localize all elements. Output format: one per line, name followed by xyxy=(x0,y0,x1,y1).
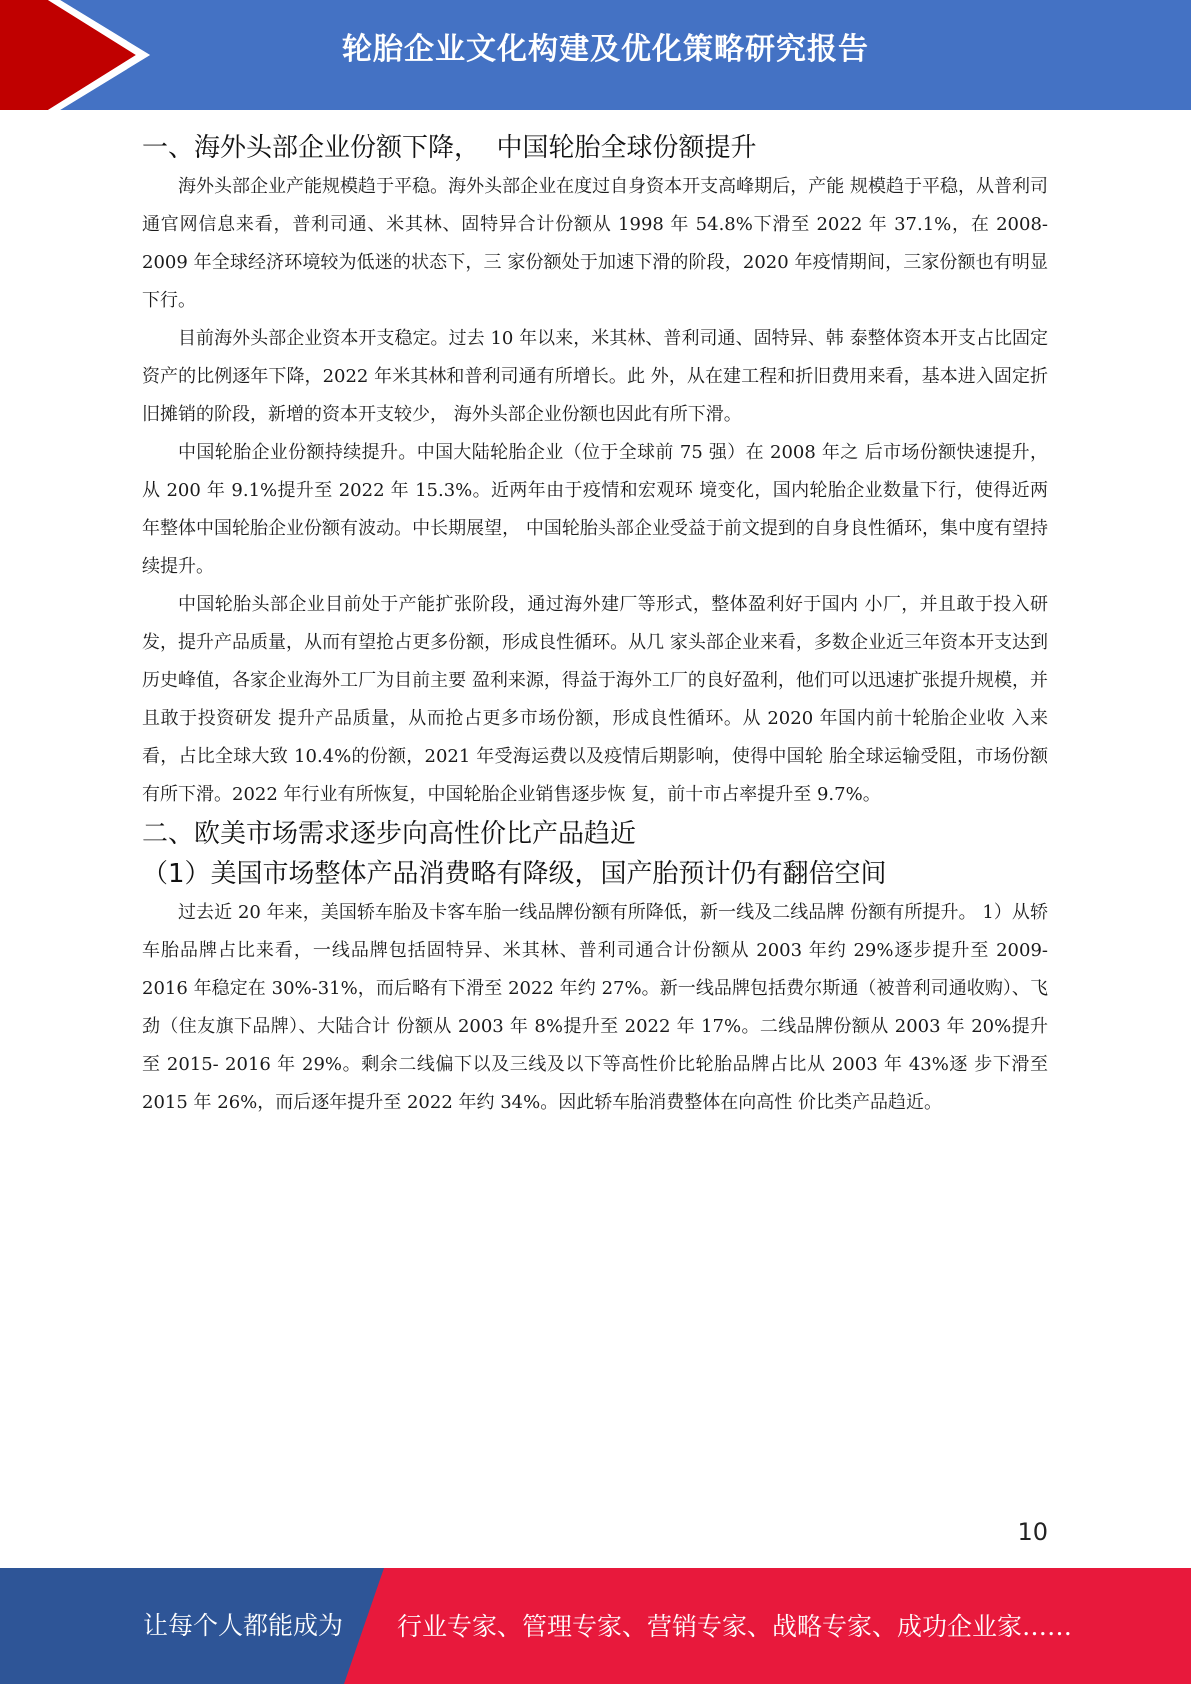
footer-slogan-right: 行业专家、管理专家、营销专家、战略专家、成功企业家…… xyxy=(397,1612,1073,1641)
paragraph-1: 海外头部企业产能规模趋于平稳。海外头部企业在度过自身资本开支高峰期后，产能 规模趋于平稳，从普利司通官网信息来看，普利司通、米其林、固特异合计份额从 1998 年 54.8%下滑至 2022 年 37.1%，在 2008-2009 年全球经济环境较为低迷的状态下，三 家份额处于加速下滑的阶段，2020 年疫情期间，三家份额也有明显下行。 xyxy=(142,176,1048,311)
section-heading-1: 一、海外头部企业份额下降， 中国轮胎全球份额提升 xyxy=(142,133,757,163)
paragraph-4: 中国轮胎头部企业目前处于产能扩张阶段，通过海外建厂等形式，整体盈利好于国内 小厂，并且敢于投入研发，提升产品质量，从而有望抢占更多份额，形成良性循环。从几 家头部企业来看，多数企业近三年资本开支达到历史峰值，各家企业海外工厂为目前主要 盈利来源，得益于海外工厂的良好盈利，他们可以迅速扩张提升规模，并且敢于投资研发 提升产品质量，从而抢占更多市场份额，形成良性循环。从 2020 年国内前十轮胎企业收 入来看，占比全球大致 10.4%的份额，2021 年受海运费以及疫情后期影响，使得中国轮 胎全球运输受阻，市场份额有所下滑。2022 年行业有所恢复，中国轮胎企业销售逐步恢 复，前十市占率提升至 9.7%。 xyxy=(142,594,1048,805)
paragraph-2: 目前海外头部企业资本开支稳定。过去 10 年以来，米其林、普利司通、固特异、韩 泰整体资本开支占比固定资产的比例逐年下降，2022 年米其林和普利司通有所增长。此 外，从在建工程和折旧费用来看，基本进入固定折旧摊销的阶段，新增的资本开支较少， 海外头部企业份额也因此有所下滑。 xyxy=(142,328,1048,425)
page-number: 10 xyxy=(1017,1518,1048,1546)
page-content xyxy=(142,128,1048,1122)
paragraph-3: 中国轮胎企业份额持续提升。中国大陆轮胎企业（位于全球前 75 强）在 2008 年之 后市场份额快速提升，从 200 年 9.1%提升至 2022 年 15.3%。近两年由于疫情和宏观环 境变化，国内轮胎企业数量下行，使得近两年整体中国轮胎企业份额有波动。中长期展望， 中国轮胎头部企业受益于前文提到的自身良性循环，集中度有望持续提升。 xyxy=(142,442,1048,577)
subsection-heading-1: （1）美国市场整体产品消费略有降级，国产胎预计仍有翻倍空间 xyxy=(142,859,887,889)
document-title: 轮胎企业文化构建及优化策略研究报告 xyxy=(342,32,869,67)
footer-slogan-left: 让每个人都能成为 xyxy=(143,1611,344,1640)
footer-banner xyxy=(0,1568,1191,1684)
section-heading-2: 二、欧美市场需求逐步向高性价比产品趋近 xyxy=(142,819,637,849)
header-banner xyxy=(0,0,1191,110)
paragraph-5: 过去近 20 年来，美国轿车胎及卡客车胎一线品牌份额有所降低，新一线及二线品牌 份额有所提升。 1）从轿车胎品牌占比来看，一线品牌包括固特异、米其林、普利司通合计份额从 2003 年约 29%逐步提升至 2009-2016 年稳定在 30%-31%，而后略有下滑至 2022 年约 27%。新一线品牌包括费尔斯通（被普利司通收购）、飞劲（住友旗下品牌）、大陆合计 份额从 2003 年 8%提升至 2022 年 17%。二线品牌份额从 2003 年 20%提升至 2015- 2016 年 29%。剩余二线偏下以及三线及以下等高性价比轮胎品牌占比从 2003 年 43%逐 步下滑至 2015 年 26%，而后逐年提升至 2022 年约 34%。因此轿车胎消费整体在向高性 价比类产品趋近。 xyxy=(142,902,1048,1113)
